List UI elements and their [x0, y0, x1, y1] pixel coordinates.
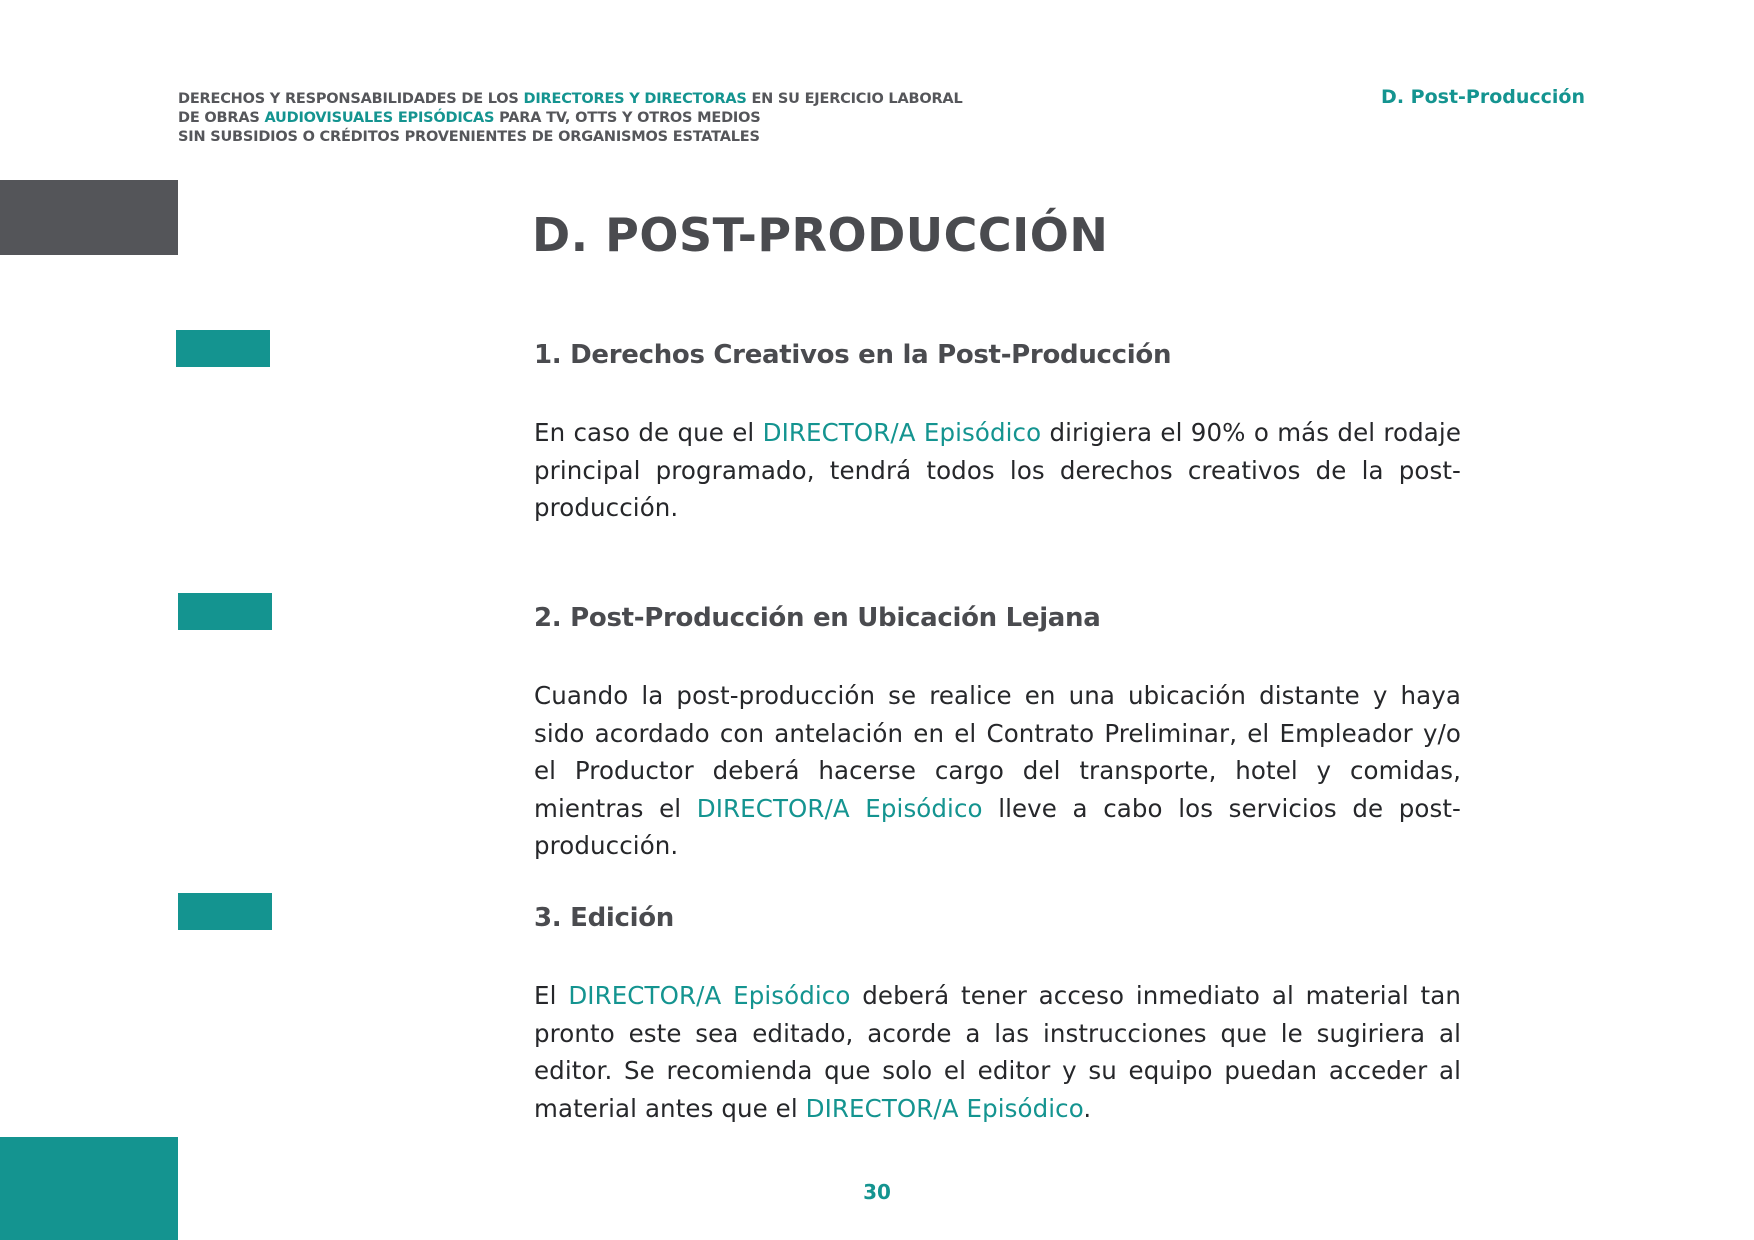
title-marker-block — [0, 180, 178, 255]
section-2-marker — [178, 593, 272, 630]
section-1-body — [534, 414, 1461, 527]
page-title: D. POST-PRODUCCIÓN — [532, 208, 1109, 262]
section-3-body — [534, 977, 1461, 1127]
page-number: 30 — [863, 1180, 891, 1204]
header-line-1-accent: DIRECTORES Y DIRECTORAS — [523, 91, 747, 107]
header-line-2-accent: AUDIOVISUALES EPISÓDICAS — [264, 110, 495, 126]
section-3-director-term-1: DIRECTOR/A Episódico — [568, 981, 851, 1010]
section-2-body — [534, 677, 1461, 865]
section-tag: D. Post-Producción — [1381, 86, 1585, 108]
section-1-text-2: dirigiera el 90% o más del rodaje principal programado, tendrá todos los derechos creativos de la post-producción. — [534, 418, 1461, 522]
header-line-3 — [178, 128, 962, 147]
section-2-text-1: Cuando la post-producción se realice en una ubicación distante y haya sido acordado con antelación en el Contrato Preliminar, el Empleador y/o el Productor deberá hacerse cargo del transporte, hotel y comidas, mientras el — [534, 681, 1461, 823]
section-1-heading: 1. Derechos Creativos en la Post-Producción — [534, 340, 1172, 370]
section-3-heading: 3. Edición — [534, 903, 675, 933]
section-2-director-term: DIRECTOR/A Episódico — [696, 793, 983, 823]
header-line-3-part-1: SIN SUBSIDIOS O CRÉDITOS PROVENIENTES DE ORGANISMOS ESTATALES — [178, 129, 760, 145]
section-3-text-2: deberá tener acceso inmediato al material tan pronto este sea editado, acorde a las instrucciones que le sugiriera al editor. Se recomienda que solo el editor y su equipo puedan acceder al material antes que el — [534, 981, 1462, 1123]
section-2-heading: 2. Post-Producción en Ubicación Lejana — [534, 603, 1101, 633]
document-header — [178, 90, 962, 147]
header-line-2-part-3: PARA TV, OTTS Y OTROS MEDIOS — [494, 110, 761, 126]
header-line-2 — [178, 109, 962, 128]
section-2-text-2: lleve a cabo los servicios de post-producción. — [534, 793, 1461, 860]
header-line-2-part-1: DE OBRAS — [178, 110, 265, 126]
header-line-1-part-1: DERECHOS Y RESPONSABILIDADES DE LOS — [178, 91, 524, 107]
header-line-1-part-3: EN SU EJERCICIO LABORAL — [746, 91, 963, 107]
section-3-text-3: . — [1083, 1093, 1092, 1123]
section-3-director-term-2: DIRECTOR/A Episódico — [805, 1093, 1084, 1123]
section-3-text-1: El — [534, 981, 569, 1010]
section-1-director-term: DIRECTOR/A Episódico — [762, 418, 1042, 447]
section-1-text-1: En caso de que el — [534, 418, 763, 447]
section-1-marker — [176, 330, 270, 367]
section-3-marker — [178, 893, 272, 930]
header-line-1 — [178, 90, 962, 109]
